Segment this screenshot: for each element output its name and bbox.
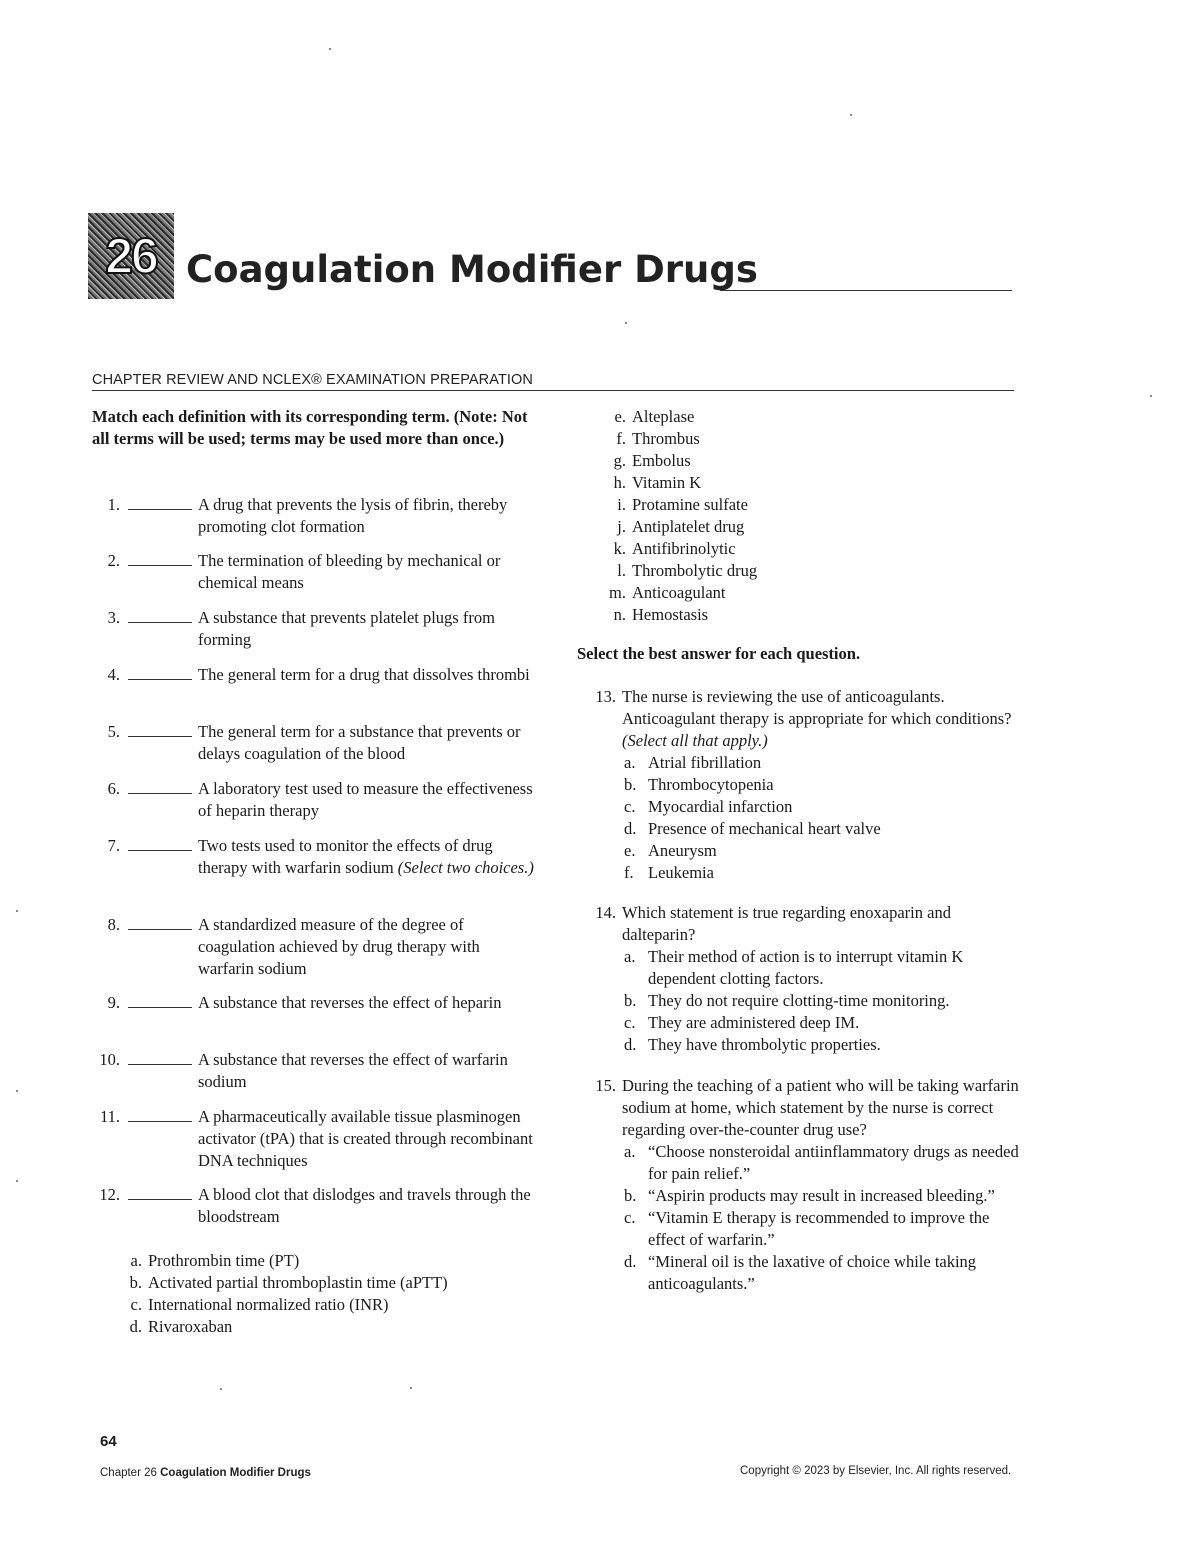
answer-blank[interactable] xyxy=(128,1064,192,1065)
choice-letter: a. xyxy=(624,753,636,772)
item-number: 10. xyxy=(99,1050,120,1069)
answer-choice[interactable] xyxy=(622,1207,1022,1251)
footer-chapter-label: Chapter 26 xyxy=(100,1467,157,1479)
scan-speck xyxy=(220,1388,222,1390)
answer-choice[interactable] xyxy=(622,818,1022,840)
question-note: (Select all that apply.) xyxy=(622,731,768,750)
answer-choice[interactable] xyxy=(622,774,1022,796)
matching-instructions: Match each definition with its corresponding term. (Note: Not all terms will be used; terms may be used more than once.) xyxy=(92,407,528,448)
term-letter: c. xyxy=(130,1295,142,1314)
answer-blank[interactable] xyxy=(128,1199,192,1200)
answer-blank[interactable] xyxy=(128,565,192,566)
term-text: Protamine sulfate xyxy=(632,495,748,514)
choice-text: “Choose nonsteroidal antiinflammatory drugs as needed for pain relief.” xyxy=(648,1142,1019,1183)
choice-letter: d. xyxy=(624,1252,637,1271)
term-text: Embolus xyxy=(632,451,691,470)
choice-text: They do not require clotting-time monitoring. xyxy=(648,991,950,1010)
answer-blank[interactable] xyxy=(128,1121,192,1122)
answer-choice[interactable] xyxy=(622,1012,1022,1034)
term-letter: n. xyxy=(613,605,626,624)
choice-list xyxy=(622,1141,1022,1295)
term-text: Alteplase xyxy=(632,407,695,426)
choice-letter: c. xyxy=(624,1013,636,1032)
answer-blank[interactable] xyxy=(128,850,192,851)
term-option xyxy=(602,494,757,516)
term-text: Anticoagulant xyxy=(632,583,726,602)
term-text: Antiplatelet drug xyxy=(632,517,745,536)
term-text: Vitamin K xyxy=(632,473,702,492)
choice-list xyxy=(622,752,1022,884)
term-letter: m. xyxy=(609,583,626,602)
choice-letter: a. xyxy=(624,947,636,966)
term-option xyxy=(602,428,757,450)
footer-chapter-name: Coagulation Modifier Drugs xyxy=(160,1467,311,1479)
term-text: International normalized ratio (INR) xyxy=(148,1295,389,1314)
choice-text: “Mineral oil is the laxative of choice while taking anticoagulants.” xyxy=(648,1252,977,1293)
answer-blank[interactable] xyxy=(128,929,192,930)
term-option xyxy=(602,472,757,494)
terms-list-left xyxy=(118,1250,448,1338)
choice-letter: c. xyxy=(624,797,636,816)
choice-text: Aneurysm xyxy=(648,841,717,860)
choice-letter: f. xyxy=(624,863,634,882)
term-text: Activated partial thromboplastin time (aPTT) xyxy=(148,1273,448,1292)
answer-choice[interactable] xyxy=(622,752,1022,774)
choice-letter: e. xyxy=(624,841,636,860)
question-text xyxy=(622,686,1022,752)
item-text: A standardized measure of the degree of coagulation achieved by drug therapy with warfarin sodium xyxy=(198,915,480,978)
term-option xyxy=(118,1250,448,1272)
item-text: A substance that reverses the effect of warfarin sodium xyxy=(198,1050,508,1091)
title-rule xyxy=(720,290,1012,291)
choice-list xyxy=(622,946,1022,1056)
question-14 xyxy=(582,902,1022,1056)
answer-blank[interactable] xyxy=(128,793,192,794)
section-heading: CHAPTER REVIEW AND NCLEX® EXAMINATION PREPARATION xyxy=(92,372,533,388)
chapter-number-badge xyxy=(88,213,174,299)
item-text: A substance that reverses the effect of heparin xyxy=(198,993,502,1012)
item-number: 6. xyxy=(107,779,120,798)
choice-letter: b. xyxy=(624,1186,637,1205)
question-15 xyxy=(582,1075,1022,1295)
item-text: A laboratory test used to measure the effectiveness of heparin therapy xyxy=(198,779,533,820)
choice-text: Presence of mechanical heart valve xyxy=(648,819,881,838)
item-text: A pharmaceutically available tissue plasminogen activator (tPA) that is created through recombinant DNA techniques xyxy=(198,1107,533,1170)
section-rule xyxy=(92,390,1014,391)
term-letter: e. xyxy=(614,407,626,426)
choice-text: They are administered deep IM. xyxy=(648,1013,860,1032)
scan-speck xyxy=(329,48,331,50)
answer-choice[interactable] xyxy=(622,796,1022,818)
item-number: 2. xyxy=(107,551,120,570)
term-option xyxy=(118,1272,448,1294)
question-text: Which statement is true regarding enoxaparin and dalteparin? xyxy=(622,903,951,944)
item-text: The general term for a drug that dissolves thrombi xyxy=(198,665,530,684)
item-text: A substance that prevents platelet plugs from forming xyxy=(198,608,495,649)
scan-speck xyxy=(410,1387,412,1389)
scan-speck xyxy=(16,1090,18,1092)
term-text: Hemostasis xyxy=(632,605,709,624)
item-number: 11. xyxy=(99,1107,120,1126)
answer-choice[interactable] xyxy=(622,946,1022,990)
footer-copyright: Copyright © 2023 by Elsevier, Inc. All rights reserved. xyxy=(740,1465,1012,1477)
term-letter: l. xyxy=(617,561,626,580)
term-option xyxy=(118,1316,448,1338)
item-text: The general term for a substance that prevents or delays coagulation of the blood xyxy=(198,722,521,763)
choice-text: “Aspirin products may result in increased bleeding.” xyxy=(648,1186,995,1205)
terms-list-right xyxy=(602,406,757,626)
term-option xyxy=(602,582,757,604)
term-letter: i. xyxy=(617,495,626,514)
term-letter: h. xyxy=(613,473,626,492)
term-letter: d. xyxy=(129,1317,142,1336)
scan-speck xyxy=(16,910,18,912)
choice-letter: c. xyxy=(624,1208,636,1227)
answer-blank[interactable] xyxy=(128,736,192,737)
question-number: 13. xyxy=(595,687,616,706)
term-option xyxy=(602,406,757,428)
choice-text: Their method of action is to interrupt vitamin K dependent clotting factors. xyxy=(648,947,964,988)
page-number: 64 xyxy=(100,1433,117,1450)
choice-letter: d. xyxy=(624,819,637,838)
item-number: 3. xyxy=(107,608,120,627)
term-letter: k. xyxy=(613,539,626,558)
item-number: 12. xyxy=(99,1185,120,1204)
item-text: The termination of bleeding by mechanical or chemical means xyxy=(198,551,501,592)
term-text: Thrombus xyxy=(632,429,700,448)
term-letter: j. xyxy=(617,517,626,536)
choice-letter: b. xyxy=(624,775,637,794)
question-text: During the teaching of a patient who will be taking warfarin sodium at home, which statement by the nurse is correct regarding over-the-counter drug use? xyxy=(622,1076,1019,1139)
item-number: 7. xyxy=(107,836,120,855)
term-text: Prothrombin time (PT) xyxy=(148,1251,300,1270)
term-option xyxy=(602,560,757,582)
scan-speck xyxy=(850,114,852,116)
choice-letter: a. xyxy=(624,1142,636,1161)
term-letter: b. xyxy=(129,1273,142,1292)
item-text-main: Two tests used to monitor the effects of drug therapy with warfarin sodium xyxy=(198,836,493,877)
term-letter: a. xyxy=(130,1251,142,1270)
chapter-title: Coagulation Modifier Drugs xyxy=(186,248,758,291)
answer-blank[interactable] xyxy=(128,679,192,680)
scan-speck xyxy=(1150,395,1152,397)
answer-choice[interactable] xyxy=(622,1185,1022,1207)
term-option xyxy=(602,538,757,560)
choice-text: Thrombocytopenia xyxy=(648,775,774,794)
footer-chapter xyxy=(100,1467,311,1479)
item-note: (Select two choices.) xyxy=(397,858,534,877)
choice-text: Myocardial infarction xyxy=(648,797,793,816)
term-option xyxy=(118,1294,448,1316)
answer-blank[interactable] xyxy=(128,1007,192,1008)
term-option xyxy=(602,450,757,472)
item-number: 5. xyxy=(107,722,120,741)
term-text: Thrombolytic drug xyxy=(632,561,758,580)
choice-text: “Vitamin E therapy is recommended to improve the effect of warfarin.” xyxy=(648,1208,990,1249)
term-option xyxy=(602,604,757,626)
term-letter: g. xyxy=(613,451,626,470)
answer-choice[interactable] xyxy=(622,1251,1022,1295)
answer-blank[interactable] xyxy=(128,509,192,510)
scan-speck xyxy=(16,1180,18,1182)
choice-text: Atrial fibrillation xyxy=(648,753,762,772)
choice-letter: b. xyxy=(624,991,637,1010)
term-text: Rivaroxaban xyxy=(148,1317,233,1336)
item-text: A blood clot that dislodges and travels through the bloodstream xyxy=(198,1185,531,1226)
item-number: 9. xyxy=(107,993,120,1012)
scan-speck xyxy=(625,322,627,324)
question-number: 14. xyxy=(595,903,616,922)
item-number: 8. xyxy=(107,915,120,934)
item-text: A drug that prevents the lysis of fibrin, thereby promoting clot formation xyxy=(198,495,508,536)
answer-blank[interactable] xyxy=(128,622,192,623)
item-number: 4. xyxy=(107,665,120,684)
choice-letter: d. xyxy=(624,1035,637,1054)
choice-text: They have thrombolytic properties. xyxy=(648,1035,881,1054)
answer-choice[interactable] xyxy=(622,990,1022,1012)
choice-text: Leukemia xyxy=(648,863,714,882)
item-text xyxy=(198,835,538,879)
term-text: Antifibrinolytic xyxy=(632,539,736,558)
answer-choice[interactable] xyxy=(622,1141,1022,1185)
term-option xyxy=(602,516,757,538)
term-letter: f. xyxy=(616,429,626,448)
answer-choice[interactable] xyxy=(622,1034,1022,1056)
answer-choice[interactable] xyxy=(622,840,1022,862)
mc-instructions: Select the best answer for each question. xyxy=(577,644,861,663)
answer-choice[interactable] xyxy=(622,862,1022,884)
question-stem: The nurse is reviewing the use of anticoagulants. Anticoagulant therapy is appropriate for which conditions? xyxy=(622,687,1012,728)
question-13 xyxy=(582,686,1022,884)
item-number: 1. xyxy=(107,495,120,514)
question-number: 15. xyxy=(595,1076,616,1095)
chapter-number: 26 xyxy=(105,228,157,284)
